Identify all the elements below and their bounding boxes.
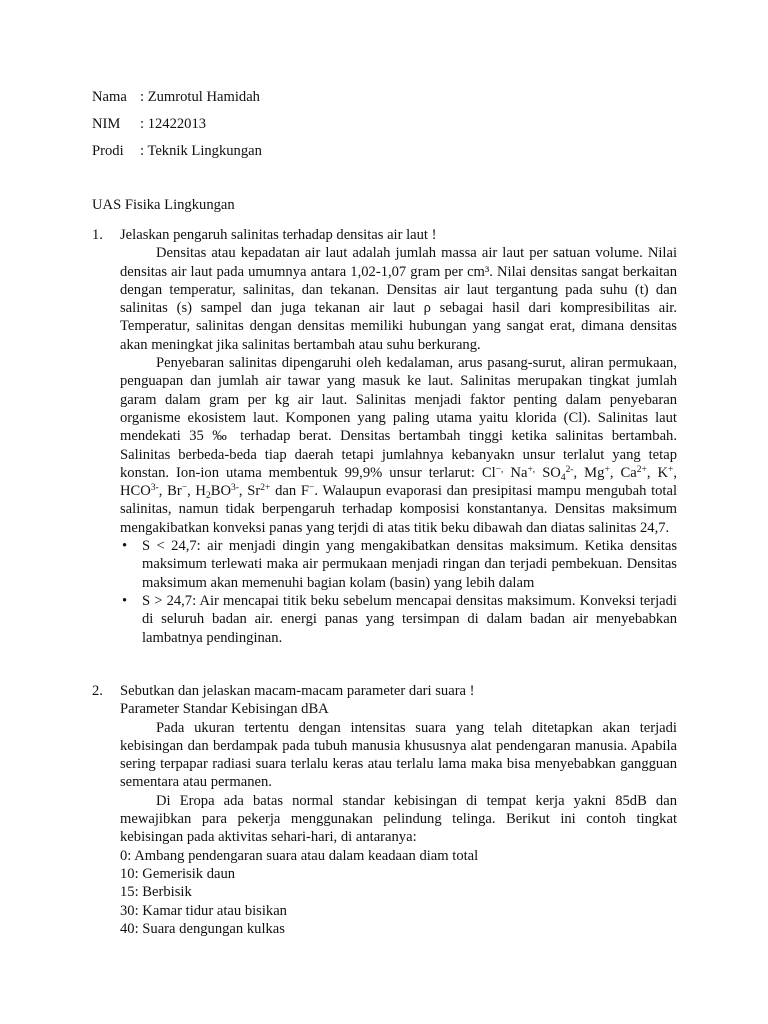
name-value: : Zumrotul Hamidah bbox=[140, 89, 260, 105]
question-1-number: 1. bbox=[92, 227, 103, 243]
list-item bbox=[120, 592, 677, 647]
nim-value: : 12422013 bbox=[140, 116, 207, 132]
prodi-label: Prodi bbox=[92, 143, 124, 159]
prodi-row bbox=[92, 142, 262, 160]
noise-level-list bbox=[120, 847, 677, 938]
nim-row bbox=[92, 115, 206, 133]
nim-label: NIM bbox=[92, 116, 121, 132]
q2-paragraph-1: Pada ukuran tertentu dengan intensitas suara yang telah ditetapkan akan terjadi kebisingan dan berdampak pada tubuh manusia khususnya alat pendengaran manusia. Apabila sering terpapar radiasi suara terlalu keras atau terlalu lama maka bisa menyebabkan gangguan sementara atau permanen. bbox=[120, 719, 677, 791]
bullet-icon: • bbox=[122, 538, 128, 555]
document-title: UAS Fisika Lingkungan bbox=[92, 197, 235, 213]
q1-bullet-list bbox=[120, 537, 677, 647]
question-1-text: Jelaskan pengaruh salinitas terhadap densitas air laut ! bbox=[120, 227, 437, 243]
question-2-text: Sebutkan dan jelaskan macam-macam parameter dari suara ! bbox=[120, 683, 475, 699]
question-2 bbox=[92, 682, 677, 938]
list-item: 0: Ambang pendengaran suara atau dalam keadaan diam total bbox=[120, 847, 479, 864]
bullet-text: S < 24,7: air menjadi dingin yang mengakibatkan densitas maksimum. Ketika densitas maksimum terlewati maka air permukaan menjadi ringan dan terjadi pembekuan. Densitas maksimum akan memenuhi bagian kolam (basin) yang lebih dalam bbox=[142, 538, 677, 591]
q1-paragraph-1: Densitas atau kepadatan air laut adalah jumlah massa air laut per satuan volume. Nilai densitas air laut pada umumnya antara 1,02-1,07 gram per cm³. Nilai densitas sangat berkaitan dengan temperatur, salinitas, dan tekanan. Densitas air laut tergantung pada suhu (t) dan salinitas (s) sampel dan juga tekanan air laut ρ sebagai hasil dari kompresibilitas air. Temperatur, salinitas dengan densitas memiliki hubungan yang sangat erat, dimana densitas akan meningkat jika salinitas bertambah atau suhu berkurang. bbox=[120, 245, 677, 353]
name-row bbox=[92, 88, 260, 106]
list-item: 40: Suara dengungan kulkas bbox=[120, 920, 285, 937]
list-item: 10: Gemerisik daun bbox=[120, 865, 236, 882]
bullet-icon: • bbox=[122, 592, 128, 609]
name-label: Nama bbox=[92, 89, 127, 105]
question-2-number: 2. bbox=[92, 683, 103, 699]
list-item: 30: Kamar tidur atau bisikan bbox=[120, 902, 287, 919]
q1-paragraph-2: Penyebaran salinitas dipengaruhi oleh kedalaman, arus pasang-surut, aliran permukaan, penguapan dan jumlah air tawar yang masuk ke laut. Salinitas merupakan tingkat jumlah garam dalam gram per kg air laut. Salinitas menjadi faktor penting dalam penyebaran organisme ekosistem laut. Komponen yang paling utama yaitu klorida (Cl). Salinitas laut mendekati 35 ‰ terhadap berat. Densitas bertambah tinggi ketika salinitas bertambah. Salinitas berbeda-beda tiap daerah tetapi jumlahnya kebanyakn unsur terlalut yang tetap konstan. Ion-ion utama membentuk 99,9% unsur terlarut: Cl−, Na+, $SO_4^{2-}$, Mg+, $Ca^{2+}$, K+, $HCO^{3-}$, Br−, $H_2BO^{3-}$, $Sr^{2+}$ dan F−. Walaupun evaporasi dan presipitasi mampu mengubah total salinitas, namun tidak berpengaruh terhadap komposisi konstantanya. Densitas maksimum mengakibatkan konveksi panas yang terjdi di atas titik beku dibawah dan diatas salinitas 24,7. bbox=[120, 355, 678, 536]
list-item bbox=[120, 537, 677, 592]
question-1 bbox=[92, 226, 677, 647]
q2-subheading: Parameter Standar Kebisingan dBA bbox=[120, 701, 329, 718]
bullet-text: S > 24,7: Air mencapai titik beku sebelum mencapai densitas maksimum. Konveksi terjadi di seluruh badan air. energi panas yang tersimpan di dalam badan air menyebabkan lambatnya pendinginan. bbox=[142, 592, 677, 646]
list-item: 15: Berbisik bbox=[120, 884, 192, 901]
prodi-value: : Teknik Lingkungan bbox=[140, 143, 262, 159]
q2-paragraph-2: Di Eropa ada batas normal standar kebisingan di tempat kerja yakni 85dB dan mewajibkan para pekerja menggunakan pelindung telinga. Berikut ini contoh tingkat kebisingan pada aktivitas sehari-hari, di antaranya: bbox=[120, 792, 677, 846]
